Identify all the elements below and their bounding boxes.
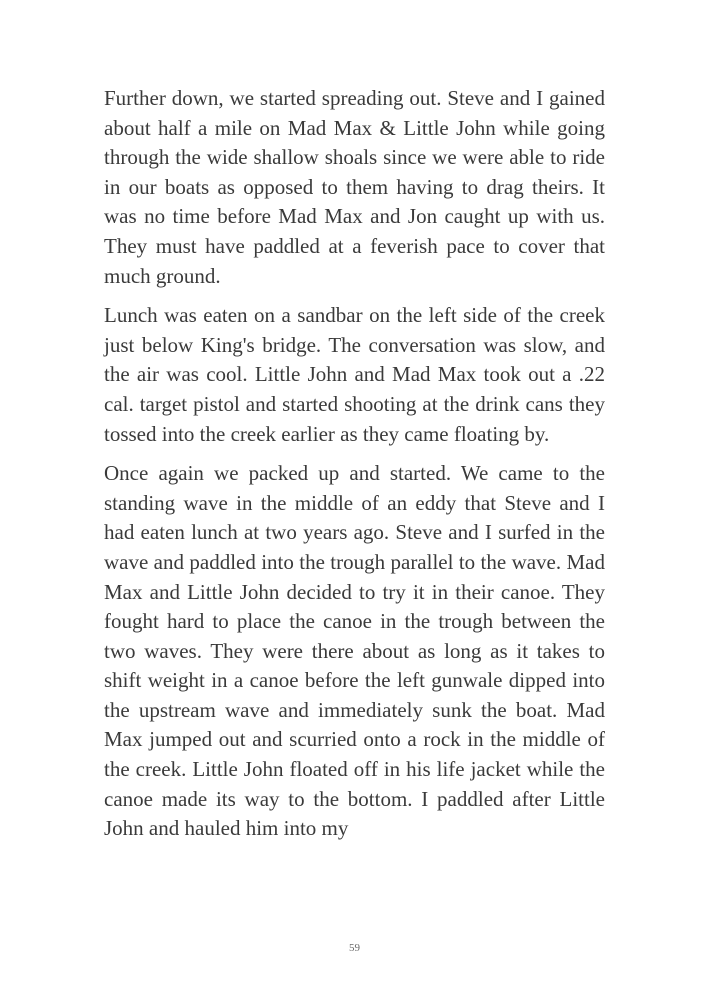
paragraph-spreading-out: Further down, we started spreading out. Steve and I gained about half a mile on Mad Max & Little John while going through the wide shallow shoals since we were able to ride in our boats as opposed to them having to drag theirs. It was no time before Mad Max and Jon caught up with us. They must have paddled at a feverish pace to cover that much ground.: [104, 86, 605, 288]
page-number: 59: [349, 942, 360, 954]
page-body: [104, 84, 605, 854]
paragraph-standing-wave: Once again we packed up and started. We came to the standing wave in the middle of an eddy that Steve and I had eaten lunch at two years ago. Steve and I surfed in the wave and paddled into the trough parallel to the wave. Mad Max and Little John decided to try it in their canoe. They fought hard to place the canoe in the trough between the two waves. They were there about as long as it takes to shift weight in a canoe before the left gunwale dipped into the upstream wave and immediately sunk the boat. Mad Max jumped out and scurried onto a rock in the middle of the creek. Little John floated off in his life jacket while the canoe made its way to the bottom. I paddled after Little John and hauled him into my: [104, 461, 605, 841]
paragraph-lunch: Lunch was eaten on a sandbar on the left side of the creek just below King's bridge. The conversation was slow, and the air was cool. Little John and Mad Max took out a .22 cal. target pistol and started shooting at the drink cans they tossed into the creek earlier as they came floating by.: [104, 303, 605, 446]
